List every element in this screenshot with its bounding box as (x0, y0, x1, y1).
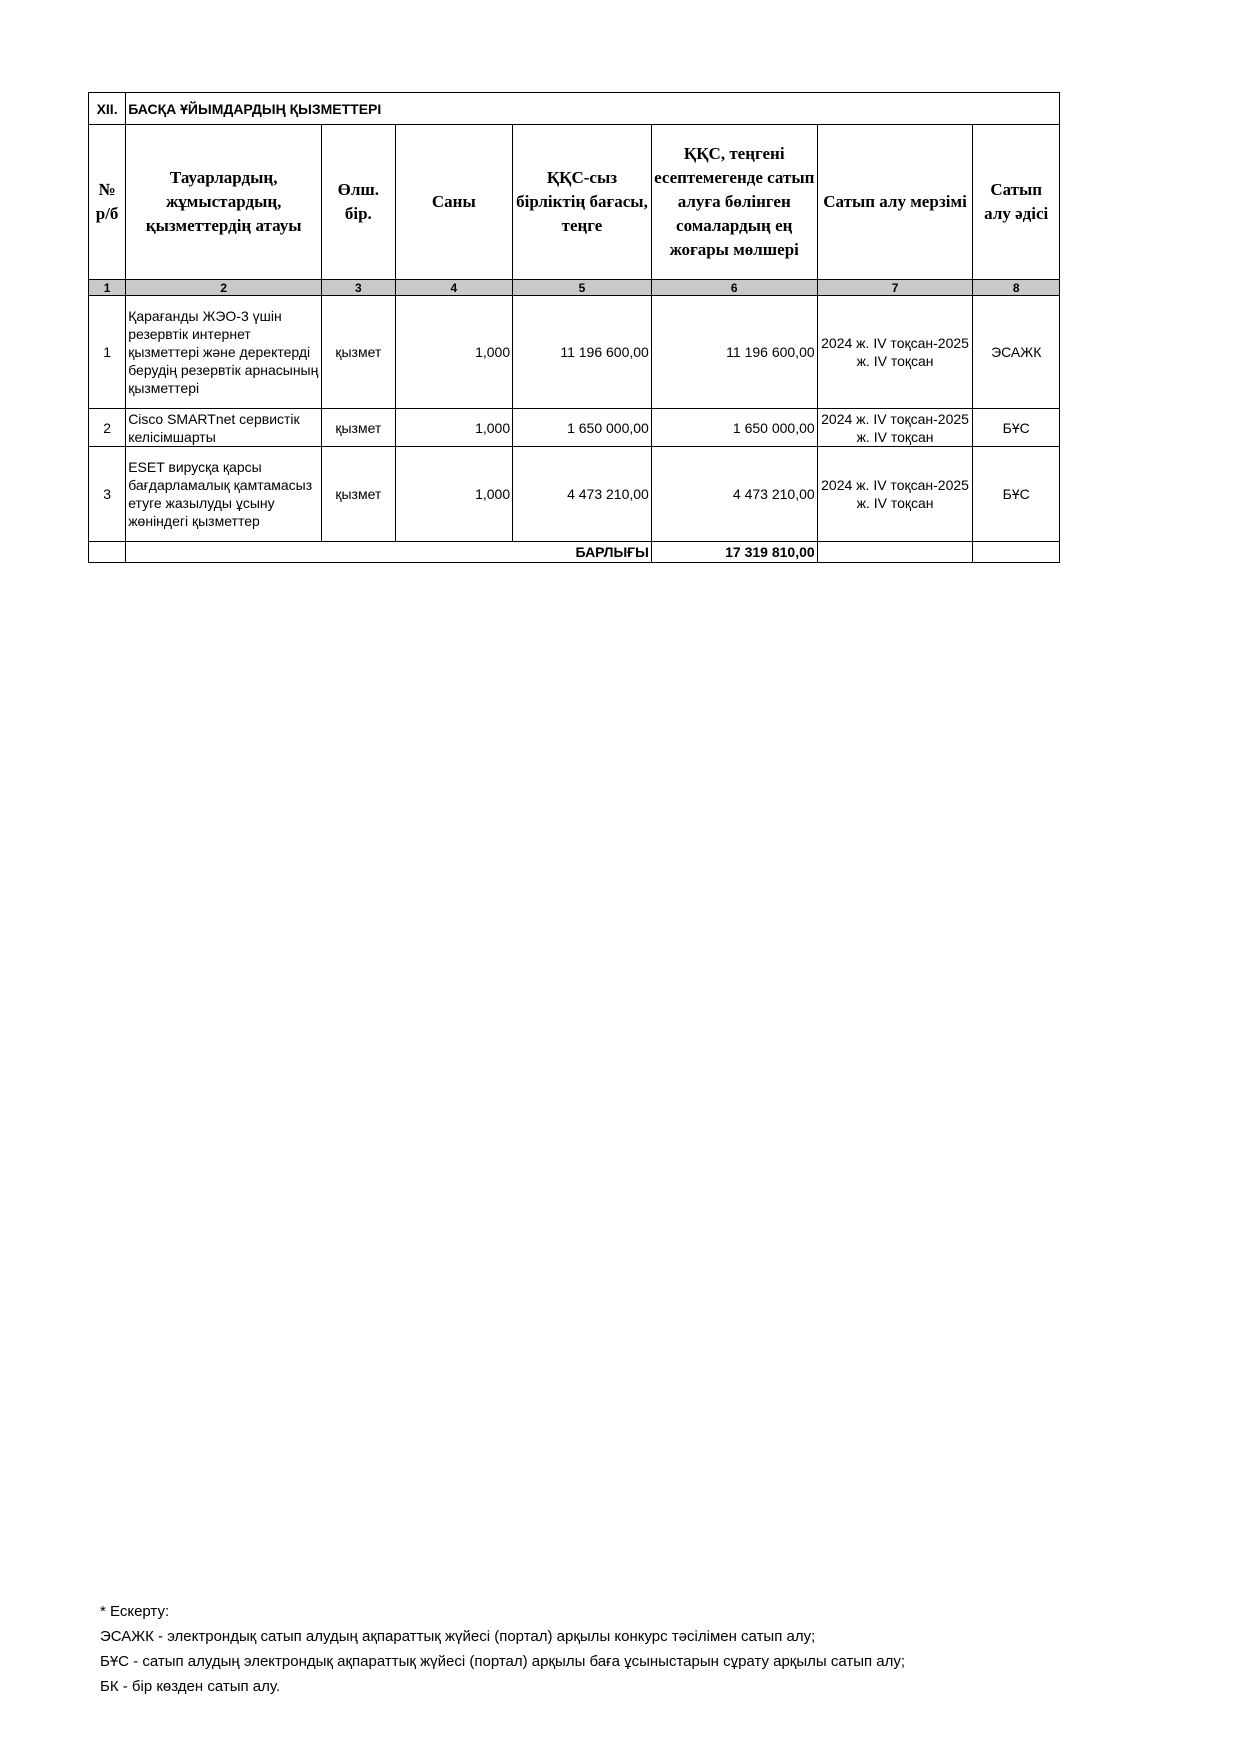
total-empty-cell (973, 542, 1060, 563)
item-unit: қызмет (322, 447, 395, 542)
total-value: 17 319 810,00 (651, 542, 817, 563)
item-quantity: 1,000 (395, 296, 513, 409)
note-line: БК - бір көзден сатып алу. (100, 1678, 281, 1695)
row-number: 2 (89, 409, 126, 447)
column-index: 8 (973, 280, 1060, 296)
header-row (89, 125, 1060, 280)
item-method: БҰС (973, 447, 1060, 542)
table-row (89, 447, 1060, 542)
notes-block (100, 1599, 905, 1699)
note-line: БҰС - сатып алудың электрондық ақпараттық жүйесі (портал) арқылы баға ұсыныстарын сұрату арқылы сатып алу; (100, 1653, 906, 1670)
section-title: БАСҚА ҰЙЫМДАРДЫҢ ҚЫЗМЕТТЕРІ (126, 93, 1060, 125)
item-max-sum: 11 196 600,00 (651, 296, 817, 409)
item-quantity: 1,000 (395, 409, 513, 447)
notes-title: * Ескерту: (100, 1603, 170, 1620)
total-empty-cell (817, 542, 973, 563)
column-index: 1 (89, 280, 126, 296)
header-number: № р/б (89, 125, 126, 280)
column-index: 7 (817, 280, 973, 296)
item-unit: қызмет (322, 409, 395, 447)
item-name: ESET вирусқа қарсы бағдарламалық қамтамасыз етуге жазылуды ұсыну жөніндегі қызметтер (126, 447, 322, 542)
item-price: 11 196 600,00 (513, 296, 652, 409)
item-period: 2024 ж. IV тоқсан-2025 ж. IV тоқсан (817, 447, 973, 542)
item-name: Қарағанды ЖЭО-3 үшін резервтік интернет қызметтері және деректерді берудің резервтік арнасының қызметтері (126, 296, 322, 409)
header-unit: Өлш. бір. (322, 125, 395, 280)
row-number: 1 (89, 296, 126, 409)
note-line: ЭСАЖК - электрондық сатып алудың ақпараттық жүйесі (портал) арқылы конкурс тәсілімен сатып алу; (100, 1628, 816, 1645)
item-period: 2024 ж. IV тоқсан-2025 ж. IV тоқсан (817, 409, 973, 447)
item-period: 2024 ж. IV тоқсан-2025 ж. IV тоқсан (817, 296, 973, 409)
header-quantity: Саны (395, 125, 513, 280)
column-index: 4 (395, 280, 513, 296)
item-method: ЭСАЖК (973, 296, 1060, 409)
table-row (89, 409, 1060, 447)
item-name: Cisco SMARTnet сервистік келісімшарты (126, 409, 322, 447)
table-row (89, 296, 1060, 409)
row-number: 3 (89, 447, 126, 542)
item-max-sum: 1 650 000,00 (651, 409, 817, 447)
column-index: 2 (126, 280, 322, 296)
section-row (89, 93, 1060, 125)
header-name: Тауарлардың, жұмыстардың, қызметтердің атауы (126, 125, 322, 280)
total-label: БАРЛЫҒЫ (126, 542, 652, 563)
total-empty-cell (89, 542, 126, 563)
procurement-table (88, 92, 1060, 563)
item-method: БҰС (973, 409, 1060, 447)
item-price: 1 650 000,00 (513, 409, 652, 447)
total-row (89, 542, 1060, 563)
header-method: Сатып алу әдісі (973, 125, 1060, 280)
column-index: 5 (513, 280, 652, 296)
header-unit-price: ҚҚС-сыз бірліктің бағасы, теңге (513, 125, 652, 280)
header-period: Сатып алу мерзімі (817, 125, 973, 280)
item-quantity: 1,000 (395, 447, 513, 542)
item-max-sum: 4 473 210,00 (651, 447, 817, 542)
item-unit: қызмет (322, 296, 395, 409)
section-number: XII. (89, 93, 126, 125)
column-index: 6 (651, 280, 817, 296)
column-index-row (89, 280, 1060, 296)
item-price: 4 473 210,00 (513, 447, 652, 542)
header-max-sum: ҚҚС, теңгені есептемегенде сатып алуға бөлінген сомалардың ең жоғары мөлшері (651, 125, 817, 280)
column-index: 3 (322, 280, 395, 296)
